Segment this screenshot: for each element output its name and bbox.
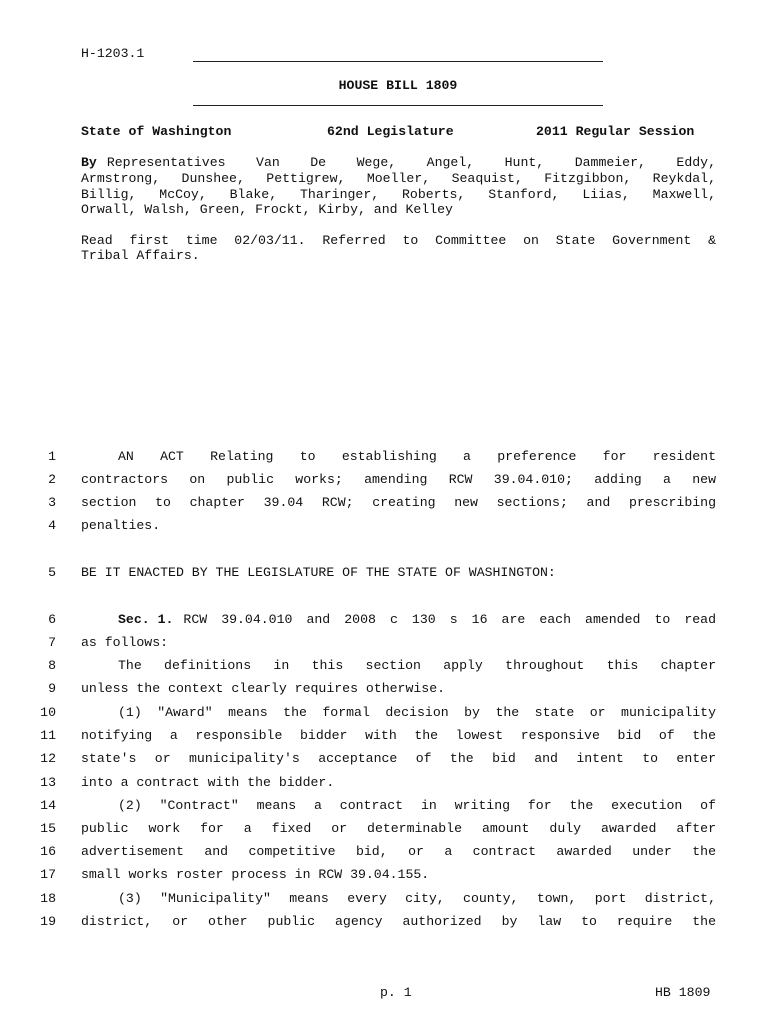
sponsors-line-3: Billig, McCoy, Blake, Tharinger, Roberts, Stanford, Liias, Maxwell,: [81, 187, 716, 202]
sponsors-line-1: Representatives Van De Wege, Angel, Hunt, Dammeier, Eddy,: [106, 155, 716, 170]
line-number: 3: [48, 495, 56, 510]
body-line: section to chapter 39.04 RCW; creating new sections; and prescribing: [81, 495, 716, 510]
session-label: 2011 Regular Session: [536, 124, 695, 139]
body-line: AN ACT Relating to establishing a preference for resident: [118, 449, 716, 464]
body-line: (3) "Municipality" means every city, county, town, port district,: [118, 891, 716, 906]
body-line: The definitions in this section apply throughout this chapter: [118, 658, 716, 673]
state-label: State of Washington: [81, 124, 232, 139]
read-line-2: Tribal Affairs.: [81, 248, 200, 263]
body-line: public work for a fixed or determinable amount duly awarded after: [81, 821, 716, 836]
line-number: 17: [40, 867, 56, 882]
line-number: 4: [48, 518, 56, 533]
sponsors-line-2: Armstrong, Dunshee, Pettigrew, Moeller, Seaquist, Fitzgibbon, Reykdal,: [81, 171, 716, 186]
line-number: 19: [40, 914, 56, 929]
line-number: 6: [48, 612, 56, 627]
enacting-clause: BE IT ENACTED BY THE LEGISLATURE OF THE STATE OF WASHINGTON:: [81, 565, 556, 580]
body-line: small works roster process in RCW 39.04.155.: [81, 867, 430, 882]
line-number: 1: [48, 449, 56, 464]
body-line: into a contract with the bidder.: [81, 775, 335, 790]
body-line: notifying a responsible bidder with the lowest responsive bid of the: [81, 728, 716, 743]
by-label: By: [81, 155, 97, 170]
section-heading-line: [118, 612, 716, 627]
line-number: 8: [48, 658, 56, 673]
document-id: H-1203.1: [81, 46, 145, 61]
line-number: 11: [40, 728, 56, 743]
line-number: 9: [48, 681, 56, 696]
legislature-label: 62nd Legislature: [327, 124, 454, 139]
page-number: p. 1: [380, 985, 412, 1000]
line-number: 5: [48, 565, 56, 580]
line-number: 14: [40, 798, 56, 813]
body-line: unless the context clearly requires otherwise.: [81, 681, 446, 696]
bill-title: HOUSE BILL 1809: [338, 78, 458, 93]
body-line: district, or other public agency authorized by law to require the: [81, 914, 716, 929]
body-line: advertisement and competitive bid, or a contract awarded under the: [81, 844, 716, 859]
body-line: contractors on public works; amending RCW 39.04.010; adding a new: [81, 472, 716, 487]
body-line: as follows:: [81, 635, 169, 650]
line-number: 7: [48, 635, 56, 650]
line-number: 2: [48, 472, 56, 487]
line-number: 15: [40, 821, 56, 836]
header-rule-bottom: [193, 105, 603, 106]
body-line: (2) "Contract" means a contract in writing for the execution of: [118, 798, 716, 813]
line-number: 13: [40, 775, 56, 790]
sponsors-block: [81, 155, 716, 170]
section-label: Sec. 1.: [118, 612, 174, 627]
sponsors-line-4: Orwall, Walsh, Green, Frockt, Kirby, and Kelley: [81, 202, 453, 217]
line-number: 12: [40, 751, 56, 766]
body-line: state's or municipality's acceptance of the bid and intent to enter: [81, 751, 716, 766]
header-rule-top: [193, 61, 603, 62]
line-number: 10: [40, 705, 56, 720]
read-line-1: Read first time 02/03/11. Referred to Committee on State Government &: [81, 233, 716, 248]
body-line: penalties.: [81, 518, 161, 533]
body-line: (1) "Award" means the formal decision by the state or municipality: [118, 705, 716, 720]
body-line: RCW 39.04.010 and 2008 c 130 s 16 are each amended to read: [183, 612, 716, 627]
line-number: 18: [40, 891, 56, 906]
footer-bill-id: HB 1809: [655, 985, 711, 1000]
line-number: 16: [40, 844, 56, 859]
